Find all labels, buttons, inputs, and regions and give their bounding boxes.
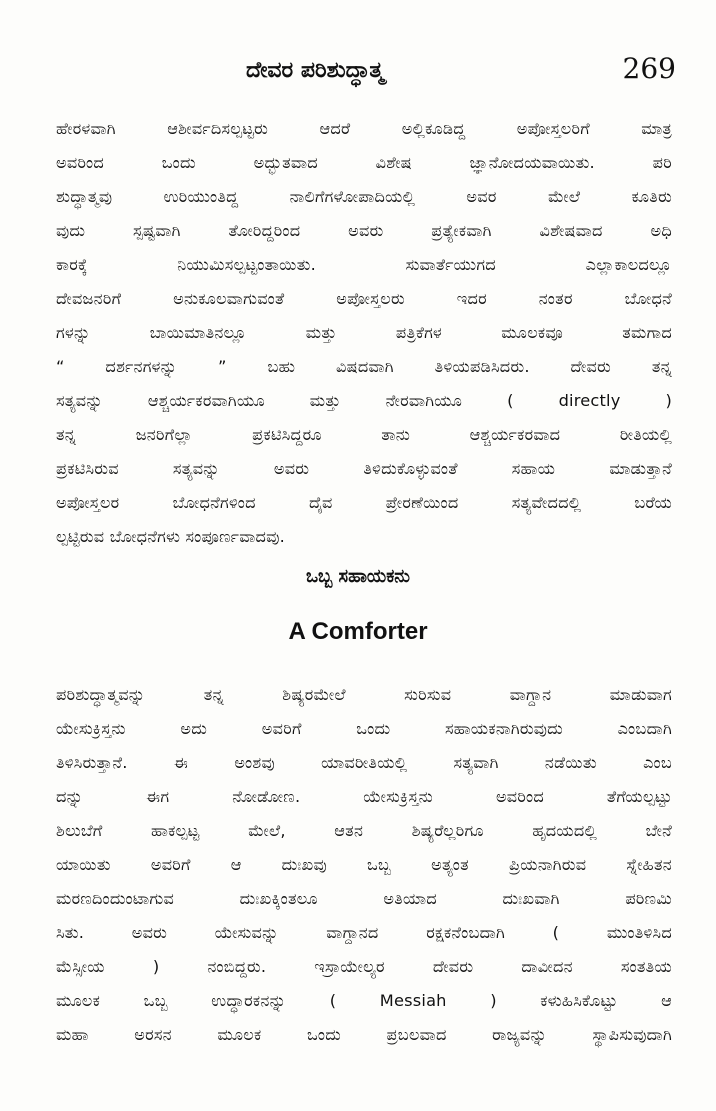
text-line: ಹೇರಳವಾಗಿ ಆಶೀರ್ವದಿಸಲ್ಪಟ್ಟರು ಆದರೆ ಅಲ್ಲಿಕೂಡಿದ್ದ ಅಪೋಸ್ತಲರಿಗೆ ಮಾತ್ರ (56, 119, 672, 138)
running-title: ದೇವರ ಪರಿಶುದ್ಧಾತ್ಮ (246, 58, 385, 83)
text-line: “ ದರ್ಶನಗಳನ್ನು ” ಬಹು ವಿಷದವಾಗಿ ತಿಳಿಯಪಡಿಸಿದರು. ದೇವರು ತನ್ನ (56, 357, 672, 376)
text-line: ಪರಿಶುದ್ಧಾತ್ಮವನ್ನು ತನ್ನ ಶಿಷ್ಯರಮೇಲೆ ಸುರಿಸುವ ವಾಗ್ದಾನ ಮಾಡುವಾಗ (56, 685, 672, 704)
text-line: ಗಳನ್ನು ಬಾಯಿಮಾತಿನಲ್ಲೂ ಮತ್ತು ಪತ್ರಿಕೆಗಳ ಮೂಲಕವೂ ತಮಗಾದ (56, 323, 672, 342)
text-line: ಅಪೋಸ್ತಲರ ಬೋಧನೆಗಳಿಂದ ದೈವ ಪ್ರೇರಣೆಯಿಂದ ಸತ್ಯವೇದದಲ್ಲಿ ಬರೆಯ (56, 493, 672, 512)
text-line: ಶಿಲುಬೆಗೆ ಹಾಕಲ್ಪಟ್ಟ ಮೇಲೆ, ಆತನ ಶಿಷ್ಯರೆಲ್ಲರಿಗೂ ಹೃದಯದಲ್ಲಿ ಬೇನೆ (56, 821, 672, 840)
running-header (56, 52, 676, 92)
section-heading-kannada: ಒಬ್ಬ ಸಹಾಯಕನು (305, 566, 411, 587)
text-line: ಶುದ್ಧಾತ್ಮವು ಉರಿಯುಂತಿದ್ದ ನಾಲಿಗೆಗಳೋಪಾದಿಯಲ್ಲಿ ಅವರ ಮೇಲೆ ಕೂತಿರು (56, 187, 672, 206)
page-number: 269 (622, 52, 676, 85)
text-line: ಮಹಾ ಅರಸನ ಮೂಲಕ ಒಂದು ಪ್ರಬಲವಾದ ರಾಜ್ಯವನ್ನು ಸ್ಥಾಪಿಸುವುದಾಗಿ (56, 1025, 672, 1044)
text-line: ಲ್ಪಟ್ಟಿರುವ ಬೋಧನೆಗಳು ಸಂಪೂರ್ಣವಾದವು. (56, 527, 285, 546)
paragraph-2 (56, 678, 672, 1052)
text-line: ಮೆಸ್ಸೀಯ ) ನಂಬಿದ್ದರು. ಇಸ್ರಾಯೇಲ್ಯರ ದೇವರು ದಾವೀದನ ಸಂತತಿಯ (56, 957, 672, 976)
text-line: ತನ್ನ ಜನರಿಗೆಲ್ಲಾ ಪ್ರಕಟಿಸಿದ್ದರೂ ತಾನು ಆಶ್ಚರ್ಯಕರವಾದ ರೀತಿಯಲ್ಲಿ (56, 425, 672, 444)
paragraph-1 (56, 112, 672, 554)
text-line: ಸತ್ಯವನ್ನು ಆಶ್ಚರ್ಯಕರವಾಗಿಯೂ ಮತ್ತು ನೇರವಾಗಿಯೂ ( directly ) (56, 391, 672, 410)
text-line: ಯಾಯಿತು ಅವರಿಗೆ ಆ ದುಃಖವು ಒಬ್ಬ ಅತ್ಯಂತ ಪ್ರಿಯನಾಗಿರುವ ಸ್ನೇಹಿತನ (56, 855, 672, 874)
text-line: ತಿಳಿಸಿರುತ್ತಾನೆ. ಈ ಅಂಶವು ಯಾವರೀತಿಯಲ್ಲಿ ಸತ್ಯವಾಗಿ ನಡೆಯಿತು ಎಂಬ (56, 753, 672, 772)
text-line: ದನ್ನು ಈಗ ನೋಡೋಣ. ಯೇಸುಕ್ರಿಸ್ತನು ಅವರಿಂದ ತೆಗೆಯಲ್ಪಟ್ಟು (56, 787, 672, 806)
text-line: ಕಾರಕ್ಕೆ ನಿಯುಮಿಸಲ್ಪಟ್ಟಂತಾಯಿತು. ಸುವಾರ್ತೆಯುಗದ ಎಲ್ಲಾಕಾಲದಲ್ಲೂ (56, 255, 672, 274)
text-line: ದೇವಜನರಿಗೆ ಅನುಕೂಲವಾಗುವಂತೆ ಅಪೋಸ್ತಲರು ಇದರ ನಂತರ ಬೋಧನೆ (56, 289, 672, 308)
text-line: ಮೂಲಕ ಒಬ್ಬ ಉದ್ಧಾರಕನನ್ನು ( Messiah ) ಕಳುಹಿಸಿಕೊಟ್ಟು ಆ (56, 991, 672, 1010)
text-line: ಅವರಿಂದ ಒಂದು ಅದ್ಭುತವಾದ ವಿಶೇಷ ಜ್ಞಾನೋದಯವಾಯಿತು. ಪರಿ (56, 153, 672, 172)
section-heading-english: A Comforter (288, 618, 428, 645)
text-line: ಮರಣದಿಂದುಂಟಾಗುವ ದುಃಖಕ್ಕಿಂತಲೂ ಅತಿಯಾದ ದುಃಖವಾಗಿ ಪರಿಣಮಿ (56, 889, 672, 908)
text-line: ಯೇಸುಕ್ರಿಸ್ತನು ಅದು ಅವರಿಗೆ ಒಂದು ಸಹಾಯಕನಾಗಿರುವುದು ಎಂಬದಾಗಿ (56, 719, 672, 738)
text-line: ಪ್ರಕಟಿಸಿರುವ ಸತ್ಯವನ್ನು ಅವರು ತಿಳಿದುಕೊಳ್ಳುವಂತೆ ಸಹಾಯ ಮಾಡುತ್ತಾನೆ (56, 459, 672, 478)
text-line: ಸಿತು. ಅವರು ಯೇಸುವನ್ನು ವಾಗ್ದಾನದ ರಕ್ಷಕನೆಂಬದಾಗಿ ( ಮುಂತಿಳಿಸಿದ (56, 923, 672, 942)
text-line: ವುದು ಸ್ಪಷ್ಟವಾಗಿ ತೋರಿದ್ದರಿಂದ ಅವರು ಪ್ರತ್ಯೇಕವಾಗಿ ವಿಶೇಷವಾದ ಅಧಿ (56, 221, 672, 240)
